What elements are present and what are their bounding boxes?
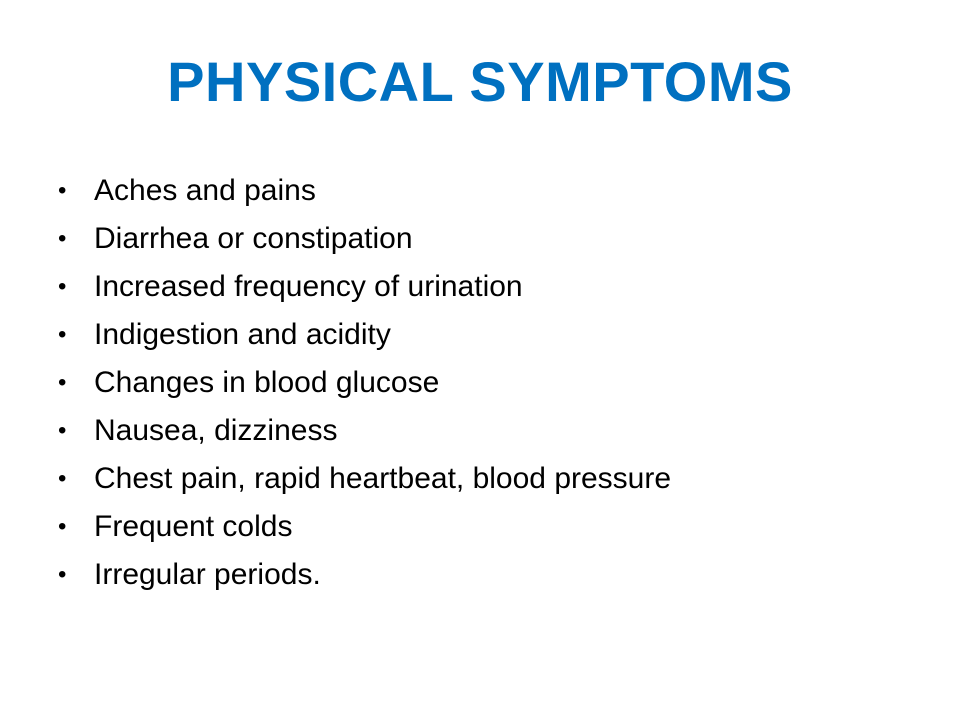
bullet-text: Diarrhea or constipation <box>94 222 413 255</box>
bullet-text: Chest pain, rapid heartbeat, blood pressure <box>94 462 672 495</box>
list-item <box>58 503 918 551</box>
list-item <box>58 311 918 359</box>
bullet-icon: • <box>58 561 67 588</box>
bullet-icon: • <box>58 321 67 348</box>
list-item <box>58 167 918 215</box>
list-item <box>58 263 918 311</box>
bullet-icon: • <box>58 465 67 492</box>
bullet-text: Frequent colds <box>94 510 293 543</box>
bullet-text: Nausea, dizziness <box>94 414 338 447</box>
bullet-icon: • <box>58 177 67 204</box>
bullet-icon: • <box>58 273 67 300</box>
bullet-icon: • <box>58 369 67 396</box>
list-item <box>58 407 918 455</box>
list-item <box>58 215 918 263</box>
slide-title: PHYSICAL SYMPTOMS <box>167 50 793 113</box>
bullet-text: Aches and pains <box>94 174 316 207</box>
bullet-icon: • <box>58 513 67 540</box>
bullet-icon: • <box>58 417 67 444</box>
bullet-icon: • <box>58 225 67 252</box>
bullet-list <box>58 167 918 599</box>
list-item <box>58 359 918 407</box>
bullet-text: Increased frequency of urination <box>94 270 523 303</box>
list-item <box>58 551 918 599</box>
list-item <box>58 455 918 503</box>
bullet-text: Indigestion and acidity <box>94 318 391 351</box>
bullet-text: Changes in blood glucose <box>94 366 440 399</box>
bullet-text: Irregular periods. <box>94 558 321 591</box>
